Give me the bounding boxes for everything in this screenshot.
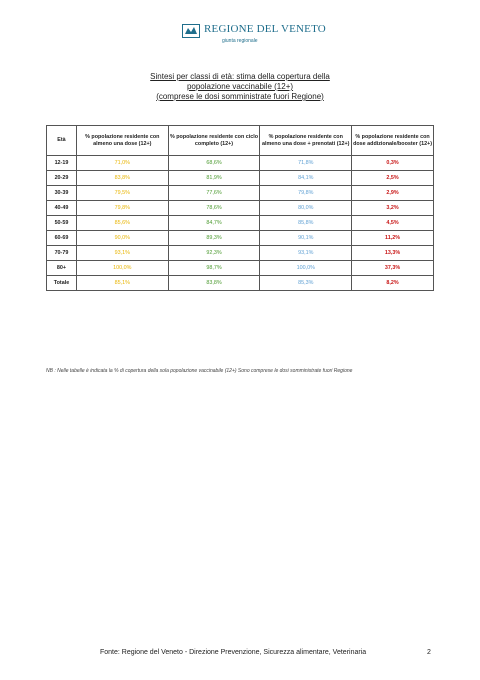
- one-dose-cell: 85,1%: [76, 276, 168, 291]
- age-cell: 50-59: [47, 216, 77, 231]
- booster-cell: 3,2%: [352, 201, 434, 216]
- page-title: [100, 72, 380, 102]
- one-dose-cell: 79,8%: [76, 201, 168, 216]
- table-row-total: [47, 276, 434, 291]
- age-cell: 30-39: [47, 186, 77, 201]
- page-number: 2: [427, 649, 431, 656]
- table-row: [47, 171, 434, 186]
- booster-cell: 2,5%: [352, 171, 434, 186]
- title-line-2: popolazione vaccinabile (12+): [186, 82, 294, 91]
- table-row: [47, 156, 434, 171]
- booster-cell: 0,3%: [352, 156, 434, 171]
- org-subtitle: giunta regionale: [222, 38, 258, 44]
- lion-emblem-icon: [182, 24, 200, 38]
- full-cycle-cell: 78,6%: [168, 201, 260, 216]
- one-dose-booked-cell: 71,8%: [260, 156, 352, 171]
- table-row: [47, 246, 434, 261]
- age-cell: Totale: [47, 276, 77, 291]
- one-dose-booked-cell: 79,8%: [260, 186, 352, 201]
- booster-cell: 8,2%: [352, 276, 434, 291]
- table-row: [47, 201, 434, 216]
- one-dose-booked-cell: 85,8%: [260, 216, 352, 231]
- source-footer: Fonte: Regione del Veneto - Direzione Prevenzione, Sicurezza alimentare, Veterinaria: [100, 649, 367, 656]
- one-dose-cell: 90,0%: [76, 231, 168, 246]
- one-dose-cell: 71,0%: [76, 156, 168, 171]
- table-row: [47, 261, 434, 276]
- age-cell: 20-29: [47, 171, 77, 186]
- booster-cell: 11,2%: [352, 231, 434, 246]
- age-cell: 60-69: [47, 231, 77, 246]
- one-dose-cell: 83,8%: [76, 171, 168, 186]
- table-row: [47, 231, 434, 246]
- table-header-row: [47, 126, 434, 156]
- age-cell: 70-79: [47, 246, 77, 261]
- booster-cell: 4,5%: [352, 216, 434, 231]
- one-dose-booked-cell: 85,3%: [260, 276, 352, 291]
- booster-cell: 13,3%: [352, 246, 434, 261]
- one-dose-cell: 85,6%: [76, 216, 168, 231]
- region-logo: [182, 22, 332, 52]
- booster-cell: 2,9%: [352, 186, 434, 201]
- coverage-table: [46, 125, 434, 291]
- full-cycle-cell: 89,3%: [168, 231, 260, 246]
- header-one-dose-booked: % popolazione residente con almeno una dose + prenotati (12+): [260, 126, 352, 156]
- header-full-cycle: % popolazione residente con ciclo completo (12+): [168, 126, 260, 156]
- full-cycle-cell: 92,3%: [168, 246, 260, 261]
- title-line-1: Sintesi per classi di età: stima della copertura della: [150, 72, 330, 81]
- full-cycle-cell: 77,6%: [168, 186, 260, 201]
- full-cycle-cell: 81,9%: [168, 171, 260, 186]
- one-dose-booked-cell: 84,1%: [260, 171, 352, 186]
- table-row: [47, 216, 434, 231]
- full-cycle-cell: 68,6%: [168, 156, 260, 171]
- age-cell: 80+: [47, 261, 77, 276]
- one-dose-booked-cell: 100,0%: [260, 261, 352, 276]
- age-cell: 40-49: [47, 201, 77, 216]
- one-dose-cell: 100,0%: [76, 261, 168, 276]
- one-dose-cell: 93,1%: [76, 246, 168, 261]
- one-dose-cell: 79,5%: [76, 186, 168, 201]
- header-age: Età: [47, 126, 77, 156]
- full-cycle-cell: 84,7%: [168, 216, 260, 231]
- one-dose-booked-cell: 80,0%: [260, 201, 352, 216]
- header-one-dose: % popolazione residente con almeno una dose (12+): [76, 126, 168, 156]
- footnote: NB : Nelle tabelle è indicata la % di copertura della sola popolazione vaccinabile (12+) Sono comprese le dosi somministrate fuori Regione: [46, 368, 353, 374]
- title-line-3: (comprese le dosi somministrate fuori Regione): [156, 92, 324, 101]
- header-booster: % popolazione residente con dose addizionale/booster (12+): [352, 126, 434, 156]
- age-cell: 12-19: [47, 156, 77, 171]
- one-dose-booked-cell: 90,1%: [260, 231, 352, 246]
- org-name: REGIONE DEL VENETO: [204, 23, 326, 35]
- full-cycle-cell: 98,7%: [168, 261, 260, 276]
- booster-cell: 37,3%: [352, 261, 434, 276]
- table-row: [47, 186, 434, 201]
- full-cycle-cell: 83,8%: [168, 276, 260, 291]
- one-dose-booked-cell: 93,1%: [260, 246, 352, 261]
